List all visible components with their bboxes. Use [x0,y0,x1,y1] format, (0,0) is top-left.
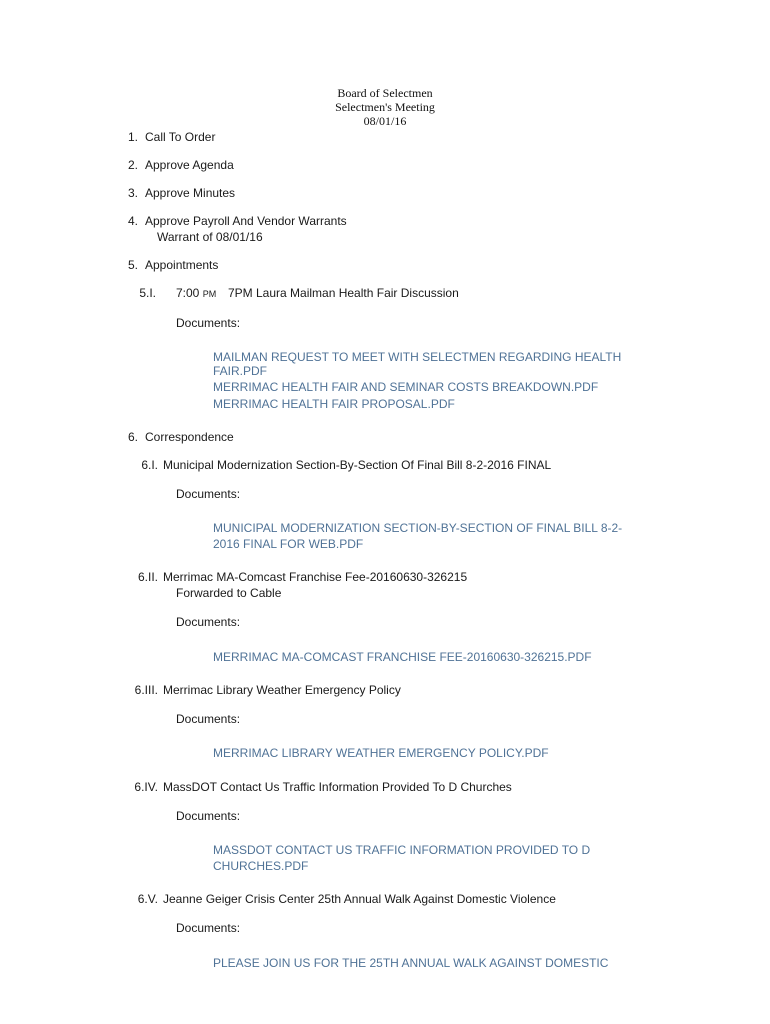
documents-label: Documents: [176,809,241,823]
documents-label: Documents: [176,615,241,629]
documents-label: Documents: [176,921,241,935]
item-number: 2. [127,158,138,172]
subitem-title: Merrimac Library Weather Emergency Policy [163,683,401,697]
time-value: 7:00 [176,286,200,300]
document-link[interactable]: CHURCHES.PDF [213,859,309,873]
subitem-title: Merrimac MA-Comcast Franchise Fee-20160630-326215 [163,570,468,584]
subitem-title: 7PM Laura Mailman Health Fair Discussion [228,286,459,300]
subitem-title: Municipal Modernization Section-By-Section Of Final Bill 8-2-2016 FINAL [163,458,552,472]
document-link[interactable]: MAILMAN REQUEST TO MEET WITH SELECTMEN REGARDING HEALTH [213,350,622,364]
meeting-title: Selectmen's Meeting [335,100,435,114]
documents-label: Documents: [176,487,241,501]
item-note: Warrant of 08/01/16 [157,230,263,244]
item-title: Approve Agenda [145,158,234,172]
item-number: 4. [127,214,138,228]
item-title: Correspondence [145,430,234,444]
document-link[interactable]: PLEASE JOIN US FOR THE 25TH ANNUAL WALK AGAINST DOMESTIC [213,956,609,970]
document-link[interactable]: MERRIMAC HEALTH FAIR AND SEMINAR COSTS BREAKDOWN.PDF [213,380,599,394]
document-link[interactable]: MERRIMAC LIBRARY WEATHER EMERGENCY POLICY.PDF [213,746,549,760]
item-title: Appointments [145,258,219,272]
item-number: 6. [127,430,138,444]
subitem-title: MassDOT Contact Us Traffic Information Provided To D Churches [163,780,512,794]
subitem-number: 6.I. [141,458,158,472]
item-number: 5. [127,258,138,272]
document-link[interactable]: MASSDOT CONTACT US TRAFFIC INFORMATION PROVIDED TO D [213,843,591,857]
subitem-number: 5.I. [139,286,156,300]
subitem-title: Jeanne Geiger Crisis Center 25th Annual Walk Against Domestic Violence [163,892,556,906]
document-link[interactable]: FAIR.PDF [213,364,268,378]
subitem-number: 6.IV. [134,780,158,794]
documents-label: Documents: [176,316,241,330]
meeting-date: 08/01/16 [363,114,407,128]
item-number: 1. [127,130,138,144]
board-title: Board of Selectmen [337,86,433,100]
document-link[interactable]: 2016 FINAL FOR WEB.PDF [213,537,364,551]
item-title: Approve Minutes [145,186,236,200]
time-ampm: PM [202,289,217,299]
document-link[interactable]: MERRIMAC HEALTH FAIR PROPOSAL.PDF [213,397,455,411]
subitem-number: 6.II. [137,570,158,584]
item-title: Approve Payroll And Vendor Warrants [145,214,347,228]
subitem-time [176,286,216,302]
subitem-note: Forwarded to Cable [176,586,282,600]
document-link[interactable]: MERRIMAC MA-COMCAST FRANCHISE FEE-20160630-326215.PDF [213,650,592,664]
subitem-number: 6.III. [134,683,158,697]
subitem-number: 6.V. [137,892,158,906]
documents-label: Documents: [176,712,241,726]
item-title: Call To Order [145,130,216,144]
item-number: 3. [127,186,138,200]
document-link[interactable]: MUNICIPAL MODERNIZATION SECTION-BY-SECTION OF FINAL BILL 8-2- [213,521,623,535]
